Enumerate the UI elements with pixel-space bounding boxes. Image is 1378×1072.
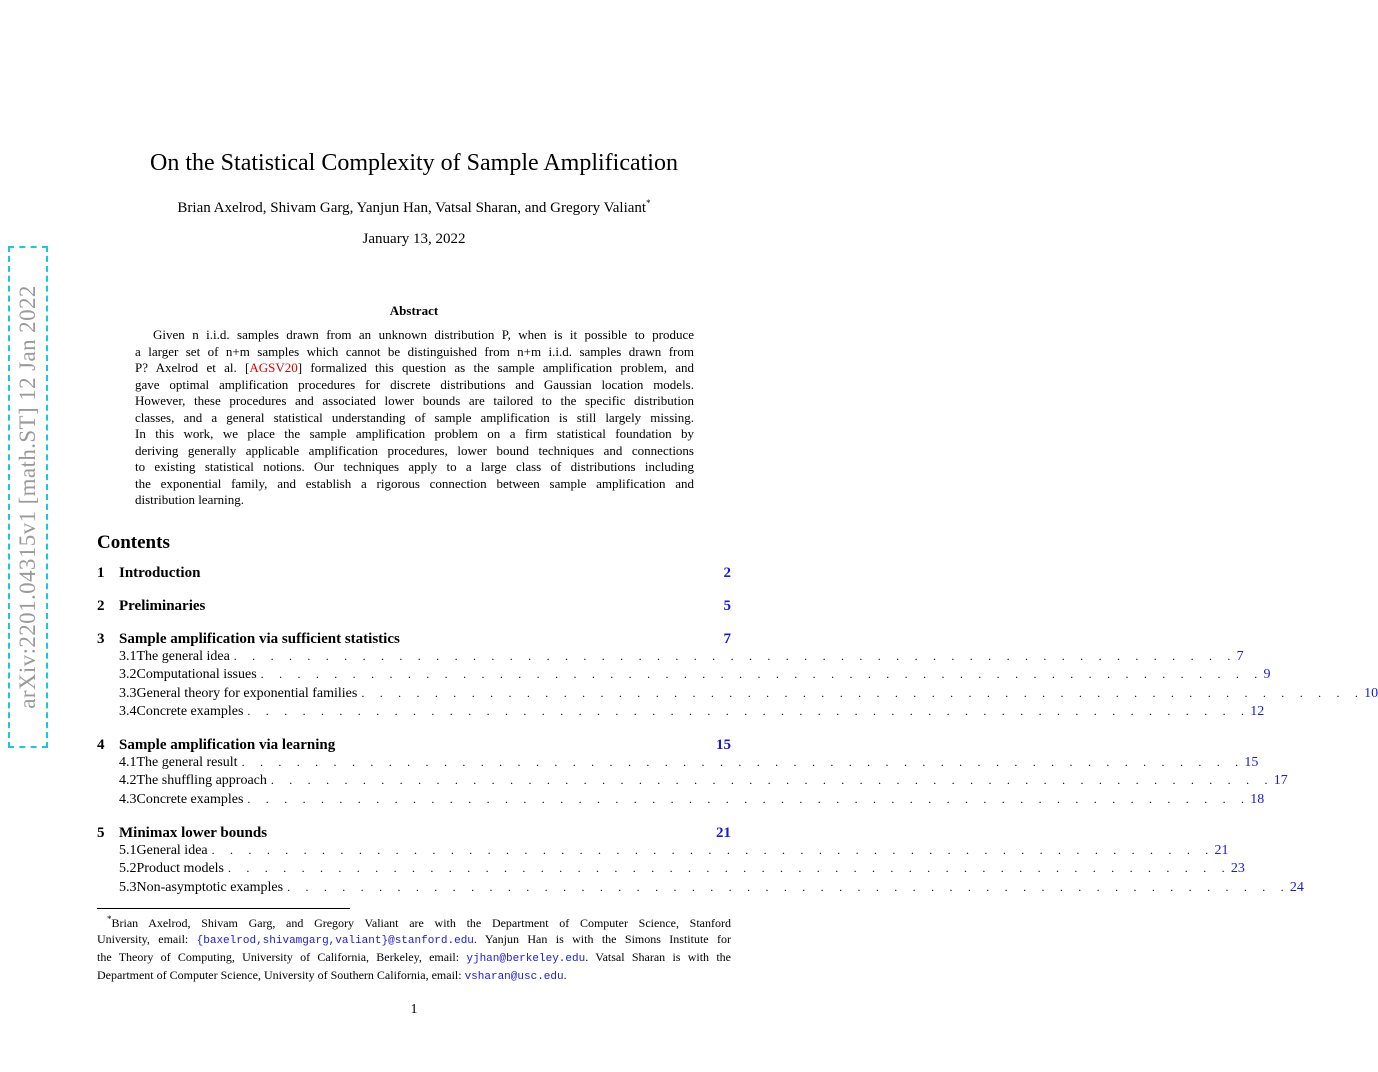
email-link-berkeley[interactable]: yjhan@berkeley.edu <box>466 953 586 965</box>
toc-subsection-title: The general result <box>136 755 238 771</box>
abstract-body <box>135 327 694 509</box>
abstract-line: the exponential family, and establish a rigorous connection between sample amplification and <box>135 475 694 491</box>
toc-section-1[interactable] <box>97 565 731 583</box>
toc-section-number: 5 <box>97 825 105 842</box>
toc-dot-leader: . . . . . . . . . . . . . . . . . . . . . . . . . . . . . . . . . . . . . . . . . . . . . . . . . . . . . . . <box>233 649 1237 663</box>
footnote-text: Brian Axelrod, Shivam Garg, and Gregory Valiant are with the Department of Computer Science, Stanford <box>111 916 731 930</box>
toc-page-link[interactable]: 24 <box>1289 879 1304 895</box>
toc-subsection[interactable] <box>97 755 1259 773</box>
footnote-text: . Yanjun Han is with the Simons Institute for <box>473 932 731 946</box>
toc-section-number: 4 <box>97 737 105 754</box>
page-number: 1 <box>410 1002 418 1017</box>
abstract-line: gave optimal amplification procedures for discrete distributions and Gaussian location models. <box>135 376 694 392</box>
toc-page-link[interactable]: 17 <box>1273 773 1288 789</box>
author-names: Brian Axelrod, Shivam Garg, Yanjun Han, Vatsal Sharan, and Gregory Valiant <box>177 200 647 216</box>
toc-dot-leader: . . . . . . . . . . . . . . . . . . . . . . . . . . . . . . . . . . . . . . . . . . . . . . . . . . . . . . . <box>228 861 1231 876</box>
footnote-text: University, email: <box>97 932 197 946</box>
toc-section-number: 1 <box>97 565 105 581</box>
abstract-line: Given n i.i.d. samples drawn from an unknown distribution P, when is it possible to produce <box>153 327 694 342</box>
abstract-line: a larger set of n+m samples which cannot be distinguished from n+m i.i.d. samples drawn from <box>135 343 694 359</box>
toc-subsection[interactable] <box>97 667 1271 685</box>
toc-page-link[interactable]: 21 <box>1214 843 1229 859</box>
citation-link[interactable]: AGSV20 <box>249 360 298 375</box>
abstract-line: In this work, we place the sample amplification problem on a firm statistical foundation by <box>135 426 694 441</box>
toc-subsection-title: General idea <box>136 843 208 859</box>
toc-subsection-title: Concrete examples <box>136 791 244 807</box>
abstract-line-part: P? Axelrod et al. [ <box>135 360 250 375</box>
toc-subsection-number: 3.1 <box>119 649 137 664</box>
toc-section-title: Minimax lower bounds <box>119 825 268 842</box>
paper-title: On the Statistical Complexity of Sample Amplification <box>150 150 678 176</box>
toc-subsection-number: 4.1 <box>119 755 137 771</box>
footnote-line <box>97 911 731 931</box>
toc-page-link[interactable]: 9 <box>1263 667 1271 683</box>
abstract-line: to existing statistical notions. Our techniques apply to a large class of distributions including <box>135 459 694 474</box>
toc-section-title: Sample amplification via sufficient statistics <box>119 631 400 647</box>
toc-subsection[interactable] <box>97 861 1245 879</box>
abstract-line: classes, and a general statistical understanding of sample amplification is still largely missing. <box>135 409 694 425</box>
table-of-contents <box>97 565 1378 898</box>
toc-section-number: 2 <box>97 598 105 614</box>
toc-page-link[interactable]: 7 <box>723 631 731 647</box>
toc-section-4[interactable] <box>97 737 731 755</box>
toc-page-link[interactable]: 12 <box>1250 703 1265 719</box>
footnote-text: . Vatsal Sharan is with the <box>585 950 731 964</box>
email-link-stanford[interactable]: {baxelrod,shivamgarg,valiant}@stanford.edu <box>196 935 474 947</box>
toc-dot-leader: . . . . . . . . . . . . . . . . . . . . . . . . . . . . . . . . . . . . . . . . . . . . . . . . . . . . . . . <box>260 667 1264 682</box>
footnote-line <box>97 949 731 967</box>
toc-page-link[interactable]: 10 <box>1364 685 1378 701</box>
toc-page-link[interactable]: 18 <box>1250 791 1265 807</box>
paper-date: January 13, 2022 <box>362 231 466 247</box>
toc-page-link[interactable]: 7 <box>1236 649 1244 664</box>
toc-subsection-number: 4.3 <box>119 791 137 807</box>
author-footnote <box>97 911 731 985</box>
toc-page-link[interactable]: 23 <box>1230 861 1245 877</box>
toc-page-link[interactable]: 5 <box>723 598 731 614</box>
toc-subsection-title: Concrete examples <box>136 703 244 719</box>
abstract-line: deriving generally applicable amplification procedures, lower bound techniques and connections <box>135 442 694 458</box>
arxiv-identifier-text: arXiv:2201.04315v1 [math.ST] 12 Jan 2022 <box>15 285 40 709</box>
footnote-text: Department of Computer Science, University of Southern California, email: <box>97 968 465 982</box>
toc-subsection-number: 3.3 <box>119 685 137 701</box>
toc-section-3[interactable] <box>97 631 731 649</box>
contents-heading: Contents <box>97 532 170 553</box>
toc-page-link[interactable]: 2 <box>723 565 731 581</box>
toc-subsection-title: Computational issues <box>136 667 257 683</box>
toc-page-link[interactable]: 21 <box>716 825 731 842</box>
toc-dot-leader: . . . . . . . . . . . . . . . . . . . . . . . . . . . . . . . . . . . . . . . . . . . . . . . . . . . . . . . <box>270 773 1274 788</box>
toc-subsection[interactable] <box>97 879 1304 898</box>
footnote-line <box>97 967 731 985</box>
footnote-mark: * <box>107 914 112 924</box>
toc-subsection[interactable] <box>97 791 1265 810</box>
toc-section-5[interactable] <box>97 825 731 843</box>
abstract-heading: Abstract <box>389 303 439 318</box>
toc-subsection-title: General theory for exponential families <box>136 685 358 701</box>
toc-subsection-number: 4.2 <box>119 773 137 789</box>
toc-subsection-number: 5.2 <box>119 861 137 877</box>
footnote-line <box>97 931 731 949</box>
toc-dot-leader: . . . . . . . . . . . . . . . . . . . . . . . . . . . . . . . . . . . . . . . . . . . . . . . . . . . . . . . <box>247 703 1251 718</box>
toc-subsection-title: Non-asymptotic examples <box>136 879 284 895</box>
toc-dot-leader: . . . . . . . . . . . . . . . . . . . . . . . . . . . . . . . . . . . . . . . . . . . . . . . . . . . . . . . <box>211 843 1215 858</box>
toc-page-link[interactable]: 15 <box>716 737 731 754</box>
toc-section-2[interactable] <box>97 598 731 616</box>
email-link-usc[interactable]: vsharan@usc.edu <box>464 971 564 983</box>
toc-section-number: 3 <box>97 631 105 647</box>
abstract-line: However, these procedures and associated lower bounds are tailored to the specific distribution <box>135 393 694 408</box>
toc-subsection[interactable] <box>97 703 1265 722</box>
abstract-line: distribution learning. <box>135 492 245 507</box>
toc-section-title: Introduction <box>119 565 201 581</box>
toc-subsection-number: 5.1 <box>119 843 137 859</box>
toc-dot-leader: . . . . . . . . . . . . . . . . . . . . . . . . . . . . . . . . . . . . . . . . . . . . . . . . . . . . . . . <box>247 791 1251 806</box>
toc-subsection[interactable] <box>97 649 1244 667</box>
toc-subsection-title: The general idea <box>136 649 230 664</box>
toc-dot-leader: . . . . . . . . . . . . . . . . . . . . . . . . . . . . . . . . . . . . . . . . . . . . . . . . . . . . . . . <box>241 755 1245 770</box>
toc-dot-leader: . . . . . . . . . . . . . . . . . . . . . . . . . . . . . . . . . . . . . . . . . . . . . . . . . . . . . . . <box>287 879 1290 894</box>
toc-subsection[interactable] <box>97 773 1288 791</box>
toc-section-title: Preliminaries <box>119 598 206 614</box>
toc-page-link[interactable]: 15 <box>1244 755 1259 771</box>
arxiv-identifier-stamp[interactable] <box>8 246 48 748</box>
toc-subsection[interactable] <box>97 685 1378 704</box>
toc-subsection-title: The shuffling approach <box>136 773 267 789</box>
toc-subsection-number: 3.4 <box>119 703 137 719</box>
abstract-line <box>135 360 694 377</box>
toc-subsection-title: Product models <box>136 861 224 877</box>
footnote-divider <box>97 908 350 909</box>
author-list <box>0 198 828 217</box>
abstract-line-part: ] formalized this question as the sample amplification problem, and <box>297 360 694 375</box>
author-footnote-mark: * <box>646 198 651 208</box>
footnote-text: . <box>563 968 567 982</box>
toc-subsection[interactable] <box>97 843 1229 861</box>
toc-section-title: Sample amplification via learning <box>119 737 336 754</box>
toc-subsection-number: 5.3 <box>119 879 137 895</box>
toc-subsection-number: 3.2 <box>119 667 137 683</box>
toc-dot-leader: . . . . . . . . . . . . . . . . . . . . . . . . . . . . . . . . . . . . . . . . . . . . . . . . . . . . . . . <box>361 685 1365 700</box>
footnote-text: the Theory of Computing, University of California, Berkeley, email: <box>97 950 467 964</box>
